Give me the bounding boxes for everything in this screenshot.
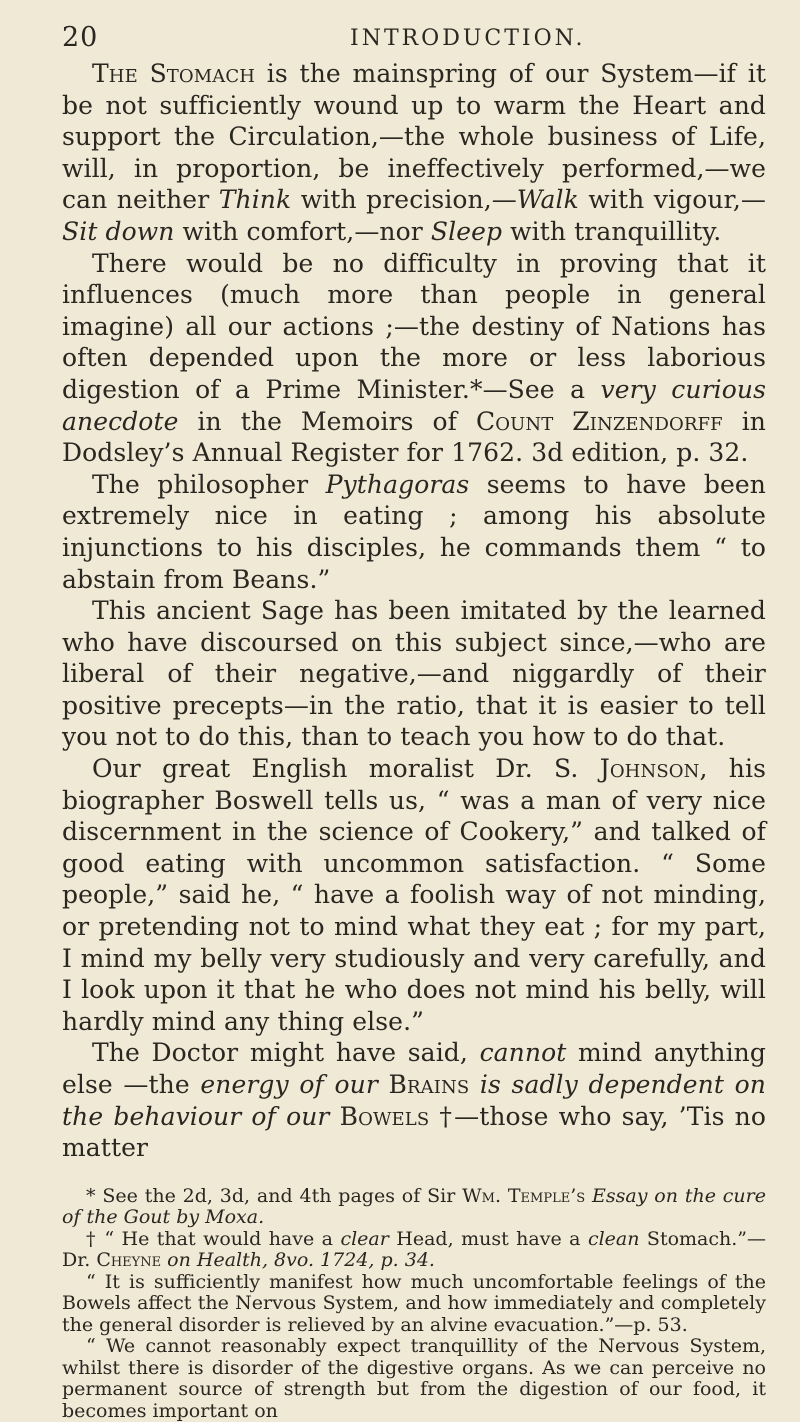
running-title: INTRODUCTION. [350, 26, 586, 51]
footnotes [62, 1186, 766, 1422]
paragraph: The Doctor might have said, cannot mind anything else —the energy of our Brains is sadly dependent on the behaviour of our Bowels †—those who say, ’Tis no matter [62, 1038, 767, 1163]
paragraph: The philosopher Pythagoras seems to have been extremely nice in eating ; among his absolute injunctions to his disciples, he commands them “ to abstain from Beans.” [62, 469, 766, 594]
paragraph: Our great English moralist Dr. S. Johnson, his biographer Boswell tells us, “ was a man of very nice discernment in the science of Cookery,” and talked of good eating with uncommon satisfaction. “ Some people,” said he, “ have a foolish way of not minding, or pretending not to mind what they eat ; for my part, I mind my belly very studiously and very carefully, and I look upon it that he who does not mind his belly, will hardly mind any thing else.” [62, 754, 766, 1036]
paragraph: This ancient Sage has been imitated by the learned who have discoursed on this subject since,—who are liberal of their negative,—and niggardly of their positive precepts—in the ratio, that it is easier to tell you not to do this, than to teach you how to do that. [62, 596, 766, 752]
paragraph: There would be no difficulty in proving that it influences (much more than people in general imagine) all our actions ;—the destiny of Nations has often depended upon the more or less laborious digestion of a Prime Minister.*—See a very curious anecdote in the Memoirs of Count Zinzendorff in Dodsley’s Annual Register for 1762. 3d edition, p. 32. [62, 248, 767, 468]
main-text [62, 58, 766, 1164]
footnote: “ We cannot reasonably expect tranquillity of the Nervous System, whilst there is disorder of the digestive organs. As we can perceive no permanent source of strength but from the digestion of our food, it becomes important on [62, 1335, 766, 1422]
page-number: 20 [62, 22, 99, 53]
paragraph: The Stomach is the mainspring of our System—if it be not sufficiently wound up to warm the Heart and support the Circulation,—the whole business of Life, will, in proportion, be ineffectively performed,—we can neither Think with precision,—Walk with vigour,—Sit down with comfort,—nor Sleep with tranquillity. [62, 59, 767, 246]
footnote: “ It is sufficiently manifest how much uncomfortable feelings of the Bowels affect the Nervous System, and how immediately and completely the general disorder is relieved by an alvine evacuation.”—p. 53. [62, 1270, 766, 1336]
footnote: † “ He that would have a clear Head, must have a clean Stomach.”—Dr. Cheyne on Health, 8vo. 1724, p. 34. [62, 1227, 766, 1272]
footnote: * See the 2d, 3d, and 4th pages of Sir Wm. Temple’s Essay on the cure of the Gout by Moxa. [62, 1184, 766, 1229]
page-header [62, 18, 766, 58]
the-word: The [92, 59, 138, 88]
